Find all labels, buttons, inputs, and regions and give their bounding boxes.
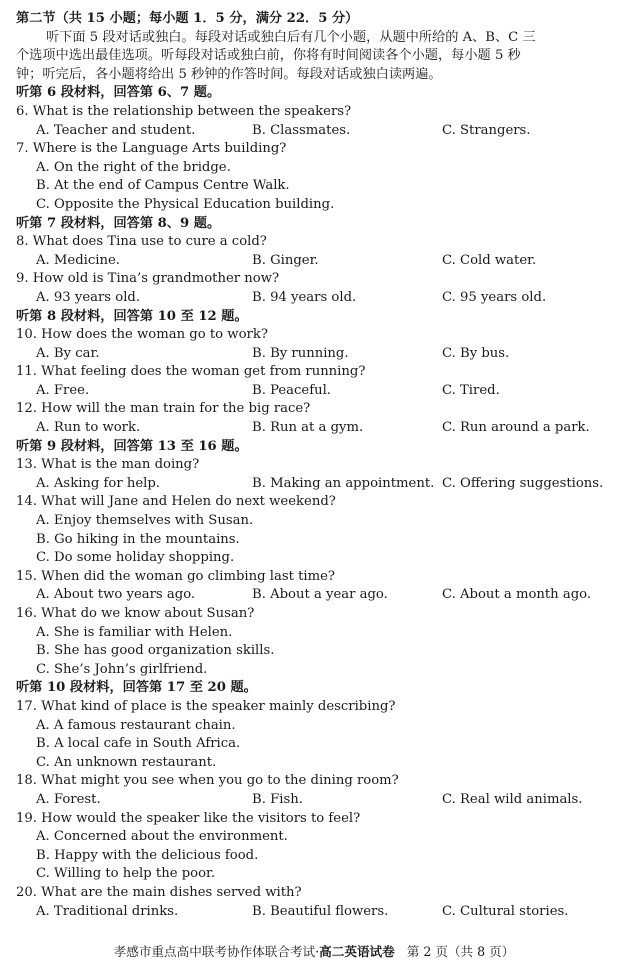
instruction-line: 听下面 5 段对话或独白。每段对话或独白后有几个小题，从题中所给的 A、B、C 三 [46, 29, 536, 45]
option-a: A. Teacher and student. [36, 122, 196, 138]
question-stem: 14. What will Jane and Helen do next weekend? [16, 494, 336, 510]
option-a: A. A famous restaurant chain. [36, 717, 236, 733]
option-c: C. Run around a park. [442, 420, 590, 436]
page-footer [0, 941, 628, 960]
option-b: B. Beautiful flowers. [252, 903, 389, 919]
option-c: C. Real wild animals. [442, 791, 583, 807]
group-header: 听第 6 段材料，回答第 6、7 题。 [16, 85, 221, 101]
option-row [16, 475, 612, 494]
option-c: C. About a month ago. [442, 587, 592, 603]
question-stem: 15. When did the woman go climbing last time? [16, 568, 335, 584]
question-stem: 7. Where is the Language Arts building? [16, 141, 287, 157]
exam-subject: 高二英语试卷 [319, 944, 395, 959]
section-title: 第二节（共 15 小题；每小题 1．5 分，满分 22．5 分） [16, 11, 359, 26]
option-b: B. She has good organization skills. [36, 643, 275, 659]
group-header: 听第 10 段材料，回答第 17 至 20 题。 [16, 680, 257, 696]
option-a: A. On the right of the bridge. [36, 159, 231, 175]
option-c: C. Offering suggestions. [442, 475, 604, 491]
question-stem: 9. How old is Tina’s grandmother now? [16, 271, 280, 287]
question-stem: 8. What does Tina use to cure a cold? [16, 234, 267, 250]
section-instructions [16, 29, 612, 85]
option-row [16, 791, 612, 810]
option-b: B. Run at a gym. [252, 420, 364, 436]
option-a: A. About two years ago. [36, 587, 196, 603]
option-c: C. By bus. [442, 345, 510, 361]
option-b: B. About a year ago. [252, 587, 388, 603]
option-c: C. Tired. [442, 382, 500, 398]
option-a: A. By car. [36, 345, 100, 361]
group-header: 听第 9 段材料，回答第 13 至 16 题。 [16, 438, 248, 454]
group-header: 听第 7 段材料，回答第 8、9 题。 [16, 215, 221, 231]
question-stem: 19. How would the speaker like the visitors to feel? [16, 810, 361, 826]
option-row [16, 382, 612, 401]
option-a: A. Concerned about the environment. [36, 829, 288, 845]
option-b: B. A local cafe in South Africa. [36, 736, 241, 752]
question-stem: 11. What feeling does the woman get from running? [16, 364, 366, 380]
option-b: B. Making an appointment. [252, 475, 435, 491]
question-stem: 18. What might you see when you go to the dining room? [16, 773, 399, 789]
option-row [16, 289, 612, 308]
option-b: B. By running. [252, 345, 349, 361]
question-stem: 6. What is the relationship between the speakers? [16, 103, 352, 119]
page-number: 第 2 页（共 8 页） [406, 944, 515, 959]
footer-dot: · [315, 944, 320, 959]
option-c: C. Cold water. [442, 252, 537, 268]
option-row [16, 252, 612, 271]
instruction-line: 个选项中选出最佳选项。听每段对话或独白前，你将有时间阅读各个小题，每小题 5 秒 [16, 48, 521, 64]
option-row [16, 345, 612, 364]
option-a: A. Enjoy themselves with Susan. [36, 513, 254, 529]
option-row [16, 586, 612, 605]
option-b: B. At the end of Campus Centre Walk. [36, 178, 290, 194]
option-c: C. Cultural stories. [442, 903, 569, 919]
question-stem: 10. How does the woman go to work? [16, 327, 268, 343]
option-c: C. Strangers. [442, 122, 531, 138]
instruction-line: 钟；听完后，各小题将给出 5 秒钟的作答时间。每段对话或独白读两遍。 [16, 66, 442, 82]
option-a: A. 93 years old. [36, 289, 141, 305]
question-stem: 20. What are the main dishes served with? [16, 884, 302, 900]
option-c: C. Willing to help the poor. [36, 866, 216, 882]
option-c: C. An unknown restaurant. [36, 754, 217, 770]
option-b: B. Happy with the delicious food. [36, 847, 259, 863]
option-c: C. Opposite the Physical Education building. [36, 196, 335, 212]
option-row [16, 122, 612, 141]
question-stem: 12. How will the man train for the big race? [16, 401, 311, 417]
option-a: A. Asking for help. [36, 475, 160, 491]
option-b: B. Classmates. [252, 122, 351, 138]
option-b: B. Peaceful. [252, 382, 331, 398]
option-a: A. Run to work. [36, 420, 141, 436]
option-a: A. Traditional drinks. [36, 903, 179, 919]
option-b: B. Go hiking in the mountains. [36, 531, 240, 547]
question-stem: 13. What is the man doing? [16, 457, 200, 473]
question-stem: 16. What do we know about Susan? [16, 606, 255, 621]
option-row [16, 419, 612, 438]
option-c: C. 95 years old. [442, 289, 547, 305]
option-c: C. Do some holiday shopping. [36, 550, 235, 566]
option-b: B. 94 years old. [252, 289, 357, 305]
option-b: B. Fish. [252, 791, 303, 807]
option-row [16, 903, 612, 922]
option-c: C. She’s John’s girlfriend. [36, 661, 208, 677]
option-b: B. Ginger. [252, 252, 319, 268]
question-stem: 17. What kind of place is the speaker mainly describing? [16, 698, 396, 714]
group-header: 听第 8 段材料，回答第 10 至 12 题。 [16, 308, 248, 324]
option-a: A. Forest. [36, 791, 101, 807]
question-groups [16, 84, 612, 921]
option-a: A. Medicine. [36, 252, 120, 268]
exam-name: 孝感市重点高中联考协作体联合考试 [113, 944, 316, 959]
option-a: A. She is familiar with Helen. [36, 624, 233, 640]
option-a: A. Free. [36, 382, 90, 398]
